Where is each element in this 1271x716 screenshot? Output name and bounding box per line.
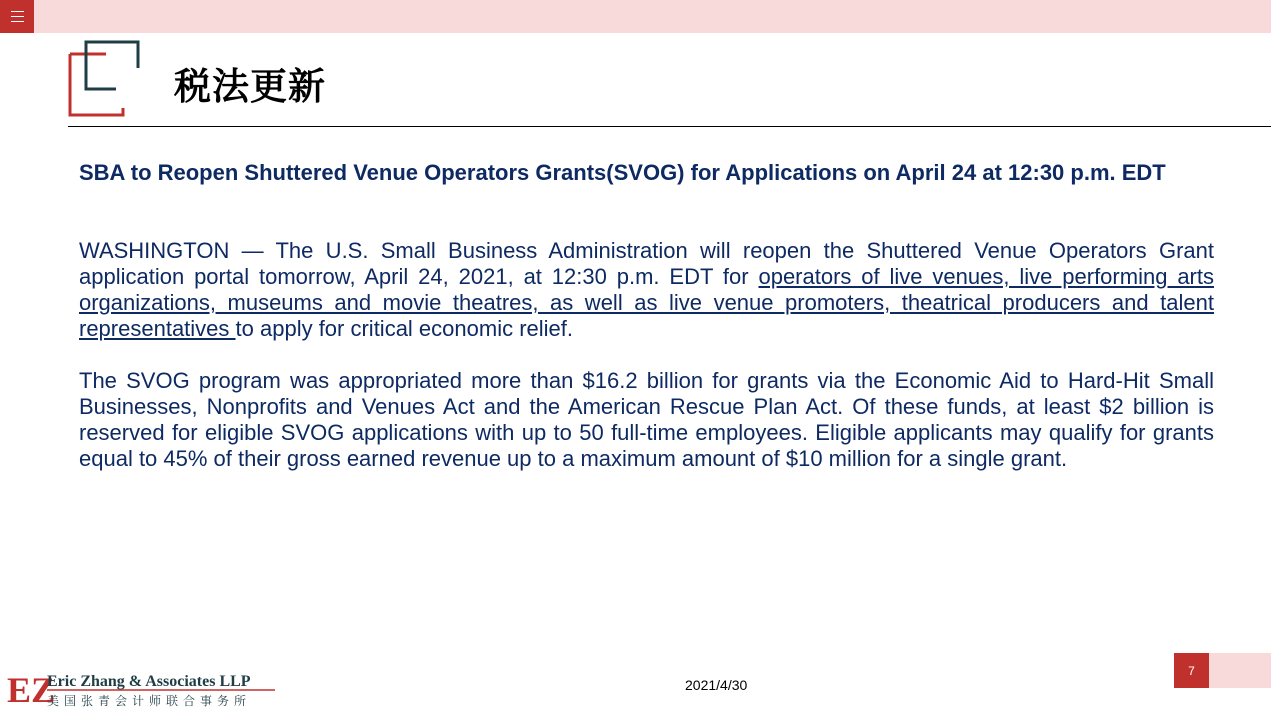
menu-button[interactable] [0,0,34,33]
page-badge-accent [1209,653,1271,688]
title-divider [68,126,1271,127]
firm-name-chinese: 美国张青会计师联合事务所 [47,694,252,708]
menu-icon [11,11,24,22]
page-title: 税法更新 [174,65,326,108]
article-paragraph-1 [79,238,1214,342]
eligible-entities-link[interactable]: operators of live venues, live performing arts organizations, museums and movie theatres, as well as live venue promoters, theatrical producers and talent representatives [79,264,1214,341]
page-number-badge: 7 [1174,653,1209,688]
firm-name: Eric Zhang & Associates LLP [47,673,251,690]
bracket-logo-icon [68,40,142,118]
logo-monogram: EZ [7,670,56,710]
paragraph-1-end: to apply for critical economic relief. [235,316,573,341]
article-content [79,160,1214,472]
slide-date: 2021/4/30 [685,677,748,693]
top-bar [0,0,1271,33]
firm-logo [7,668,277,712]
article-headline: SBA to Reopen Shuttered Venue Operators Grants(SVOG) for Applications on April 24 at 12:30 p.m. EDT [79,160,1166,185]
paragraph-1-intro: WASHINGTON — The U.S. Small Business Administration will reopen the Shuttered Venue Operators Grant application portal tomorrow, April 24, 2021, at 12:30 p.m. EDT for [79,238,1214,289]
article-paragraph-2: The SVOG program was appropriated more than $16.2 billion for grants via the Economic Aid to Hard-Hit Small Businesses, Nonprofits and Venues Act and the American Rescue Plan Act. Of these funds, at least $2 billion is reserved for eligible SVOG applications with up to 50 full-time employees. Eligible applicants may qualify for grants equal to 45% of their gross earned revenue up to a maximum amount of $10 million for a single grant. [79,368,1214,471]
